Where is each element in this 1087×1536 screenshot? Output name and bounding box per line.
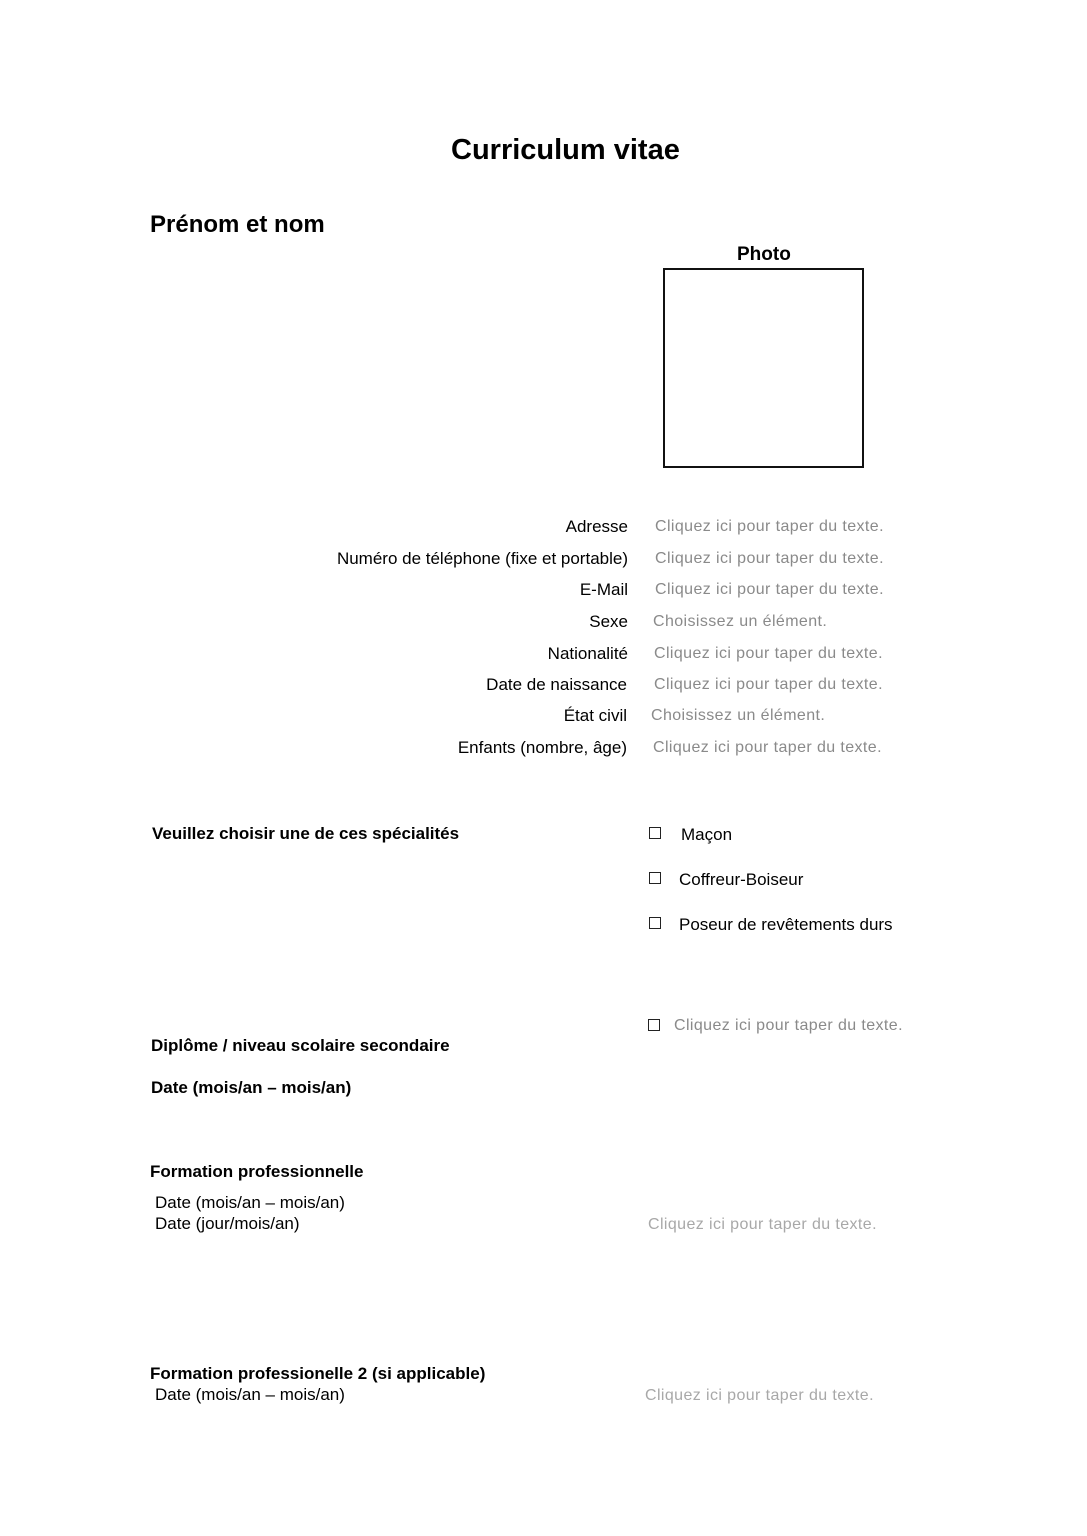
education-heading: Diplôme / niveau scolaire secondaire [151, 1036, 450, 1055]
specialties-heading: Veuillez choisir une de ces spécialités [152, 824, 460, 843]
address-field[interactable]: Cliquez ici pour taper du texte. [655, 518, 884, 535]
training2-date-range: Date (mois/an – mois/an) [155, 1385, 345, 1404]
training1-date-day: Date (jour/mois/an) [155, 1214, 300, 1233]
civil-status-label: État civil [563, 706, 627, 725]
specialty-other-field[interactable]: Cliquez ici pour taper du texte. [674, 1017, 903, 1034]
email-label: E-Mail [579, 580, 628, 599]
name-heading: Prénom et nom [150, 211, 325, 238]
document-title: Curriculum vitae [451, 134, 680, 166]
photo-label: Photo [737, 244, 791, 265]
phone-field[interactable]: Cliquez ici pour taper du texte. [655, 550, 884, 567]
email-field[interactable]: Cliquez ici pour taper du texte. [655, 581, 884, 598]
birthdate-label: Date de naissance [486, 675, 627, 694]
training2-heading: Formation professionelle 2 (si applicable) [150, 1364, 486, 1383]
nationality-label: Nationalité [547, 644, 628, 663]
specialty-label-coffreur: Coffreur-Boiseur [679, 870, 804, 889]
photo-box[interactable] [663, 268, 864, 468]
children-label: Enfants (nombre, âge) [457, 738, 627, 757]
training1-date-range: Date (mois/an – mois/an) [155, 1193, 345, 1212]
phone-label: Numéro de téléphone (fixe et portable) [336, 549, 628, 568]
sex-select[interactable]: Choisissez un élément. [653, 613, 828, 630]
specialty-checkbox-coffreur[interactable] [649, 872, 661, 884]
specialty-checkbox-other[interactable] [648, 1019, 660, 1031]
children-field[interactable]: Cliquez ici pour taper du texte. [653, 739, 882, 756]
sex-label: Sexe [589, 612, 628, 631]
civil-status-select[interactable]: Choisissez un élément. [651, 707, 826, 724]
education-date-label: Date (mois/an – mois/an) [151, 1078, 352, 1097]
specialty-label-poseur: Poseur de revêtements durs [679, 915, 893, 934]
address-label: Adresse [565, 517, 628, 536]
training1-heading: Formation professionnelle [150, 1162, 364, 1181]
nationality-field[interactable]: Cliquez ici pour taper du texte. [654, 645, 883, 662]
training1-field[interactable]: Cliquez ici pour taper du texte. [648, 1216, 877, 1233]
birthdate-field[interactable]: Cliquez ici pour taper du texte. [654, 676, 883, 693]
specialty-checkbox-macon[interactable] [649, 827, 661, 839]
training2-field[interactable]: Cliquez ici pour taper du texte. [645, 1387, 874, 1404]
specialty-label-macon: Maçon [681, 825, 733, 844]
specialty-checkbox-poseur[interactable] [649, 917, 661, 929]
